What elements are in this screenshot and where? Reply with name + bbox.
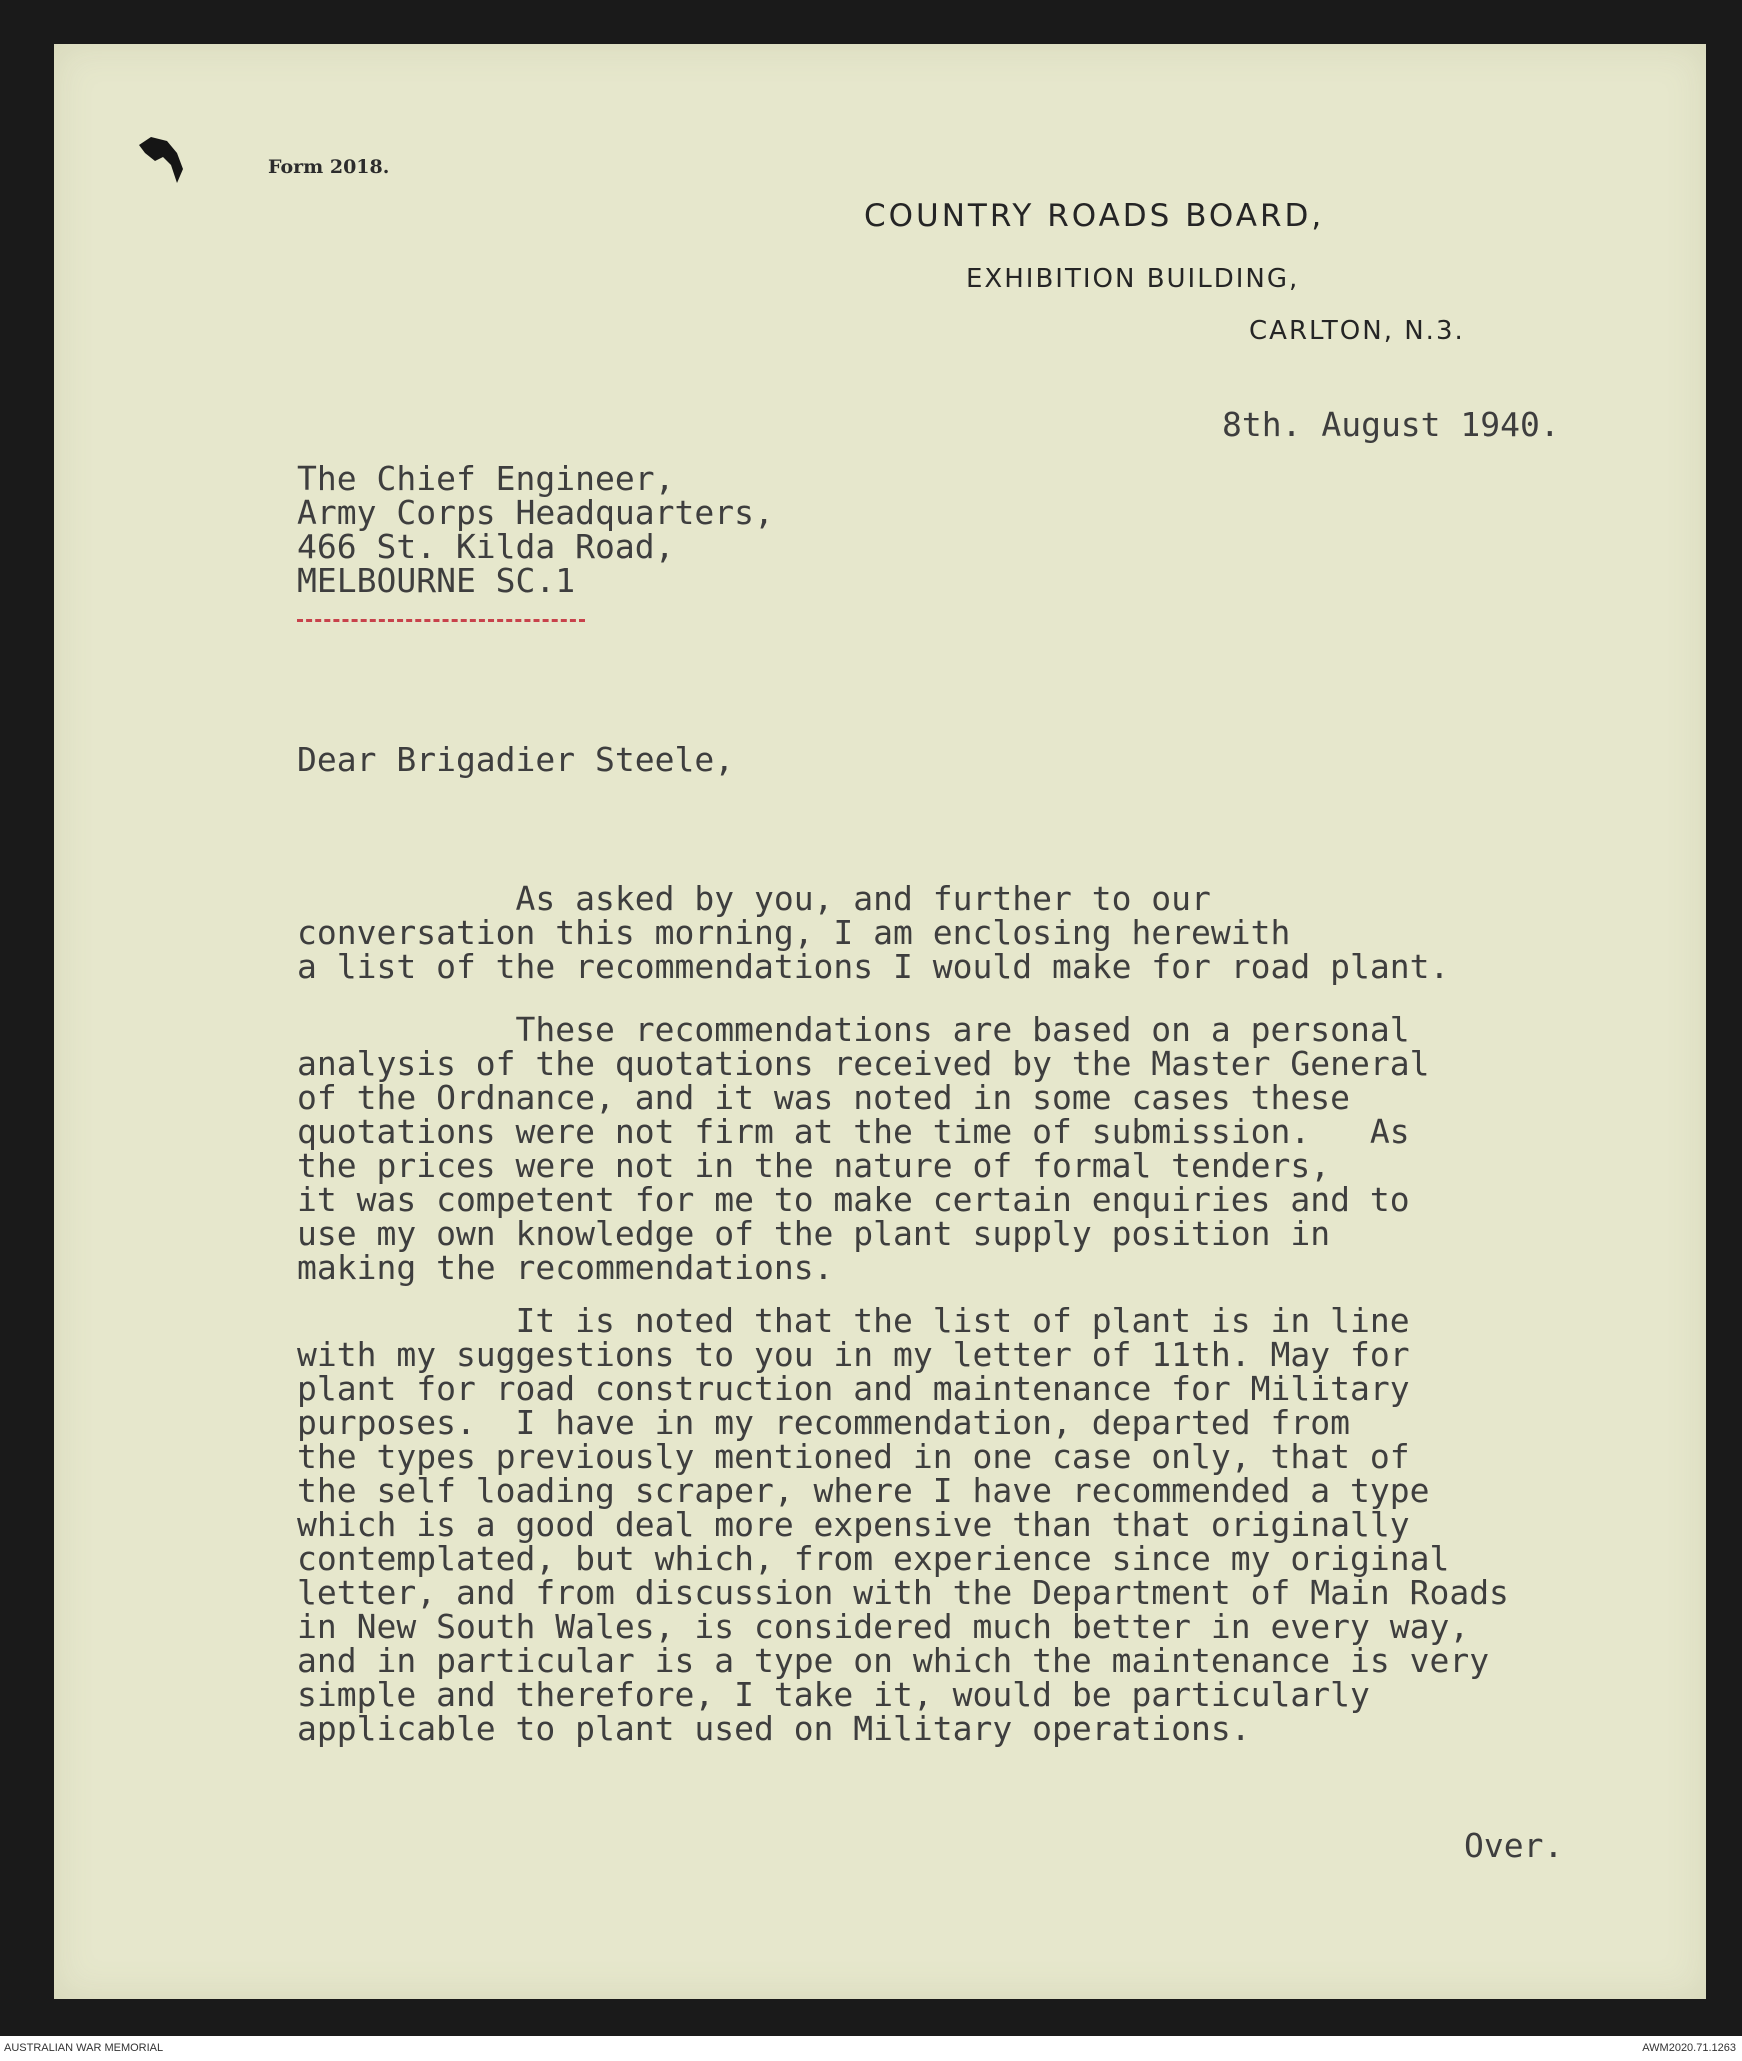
reference-number: AWM2020.71.1263: [1642, 2042, 1736, 2054]
text-line: the self loading scraper, where I have recommended a type: [297, 1471, 1430, 1510]
text-line: which is a good deal more expensive than that originally: [297, 1505, 1410, 1544]
text-line: applicable to plant used on Military operations.: [297, 1709, 1251, 1748]
paragraph-2: [297, 1010, 1597, 1287]
text-line: use my own knowledge of the plant supply position in: [297, 1214, 1331, 1253]
text-line: These recommendations are based on a personal: [297, 1010, 1410, 1049]
institution-label: AUSTRALIAN WAR MEMORIAL: [4, 2042, 164, 2054]
building-name: EXHIBITION BUILDING,: [966, 264, 1300, 294]
recipient-address: [297, 459, 774, 600]
text-line: simple and therefore, I take it, would be particularly: [297, 1675, 1370, 1714]
text-line: quotations were not firm at the time of submission. As: [297, 1112, 1410, 1151]
red-dashed-underline: [297, 619, 585, 622]
text-line: conversation this morning, I am enclosing herewith: [297, 913, 1291, 952]
paragraph-1: [297, 879, 1597, 986]
address-line: Army Corps Headquarters,: [297, 493, 774, 532]
organization-name: COUNTRY ROADS BOARD,: [864, 198, 1325, 234]
text-line: with my suggestions to you in my letter of 11th. May for: [297, 1335, 1410, 1374]
suburb-line: CARLTON, N.3.: [1249, 316, 1465, 346]
torn-paper-mark: [137, 135, 191, 187]
text-line: making the recommendations.: [297, 1248, 834, 1287]
text-line: the prices were not in the nature of formal tenders,: [297, 1146, 1331, 1185]
text-line: contemplated, but which, from experience since my original: [297, 1539, 1450, 1578]
text-line: a list of the recommendations I would make for road plant.: [297, 947, 1450, 986]
text-line: and in particular is a type on which the maintenance is very: [297, 1641, 1490, 1680]
letter-date: 8th. August 1940.: [1222, 405, 1560, 444]
text-line: the types previously mentioned in one case only, that of: [297, 1437, 1410, 1476]
paragraph-3: [297, 1301, 1597, 1748]
text-line: As asked by you, and further to our: [297, 879, 1211, 918]
text-line: analysis of the quotations received by the Master General: [297, 1044, 1430, 1083]
text-line: purposes. I have in my recommendation, departed from: [297, 1403, 1350, 1442]
address-line: The Chief Engineer,: [297, 459, 675, 498]
text-line: It is noted that the list of plant is in line: [297, 1301, 1410, 1340]
text-line: of the Ordnance, and it was noted in some cases these: [297, 1078, 1350, 1117]
salutation: Dear Brigadier Steele,: [297, 740, 735, 779]
text-line: letter, and from discussion with the Department of Main Roads: [297, 1573, 1509, 1612]
text-line: it was competent for me to make certain enquiries and to: [297, 1180, 1410, 1219]
address-line: 466 St. Kilda Road,: [297, 527, 675, 566]
continuation-note: Over.: [1464, 1826, 1564, 1865]
text-line: plant for road construction and maintenance for Military: [297, 1369, 1410, 1408]
archive-footer-strip: [0, 2036, 1742, 2061]
form-number: Form 2018.: [268, 156, 390, 178]
text-line: in New South Wales, is considered much better in every way,: [297, 1607, 1470, 1646]
address-line: MELBOURNE SC.1: [297, 561, 576, 600]
